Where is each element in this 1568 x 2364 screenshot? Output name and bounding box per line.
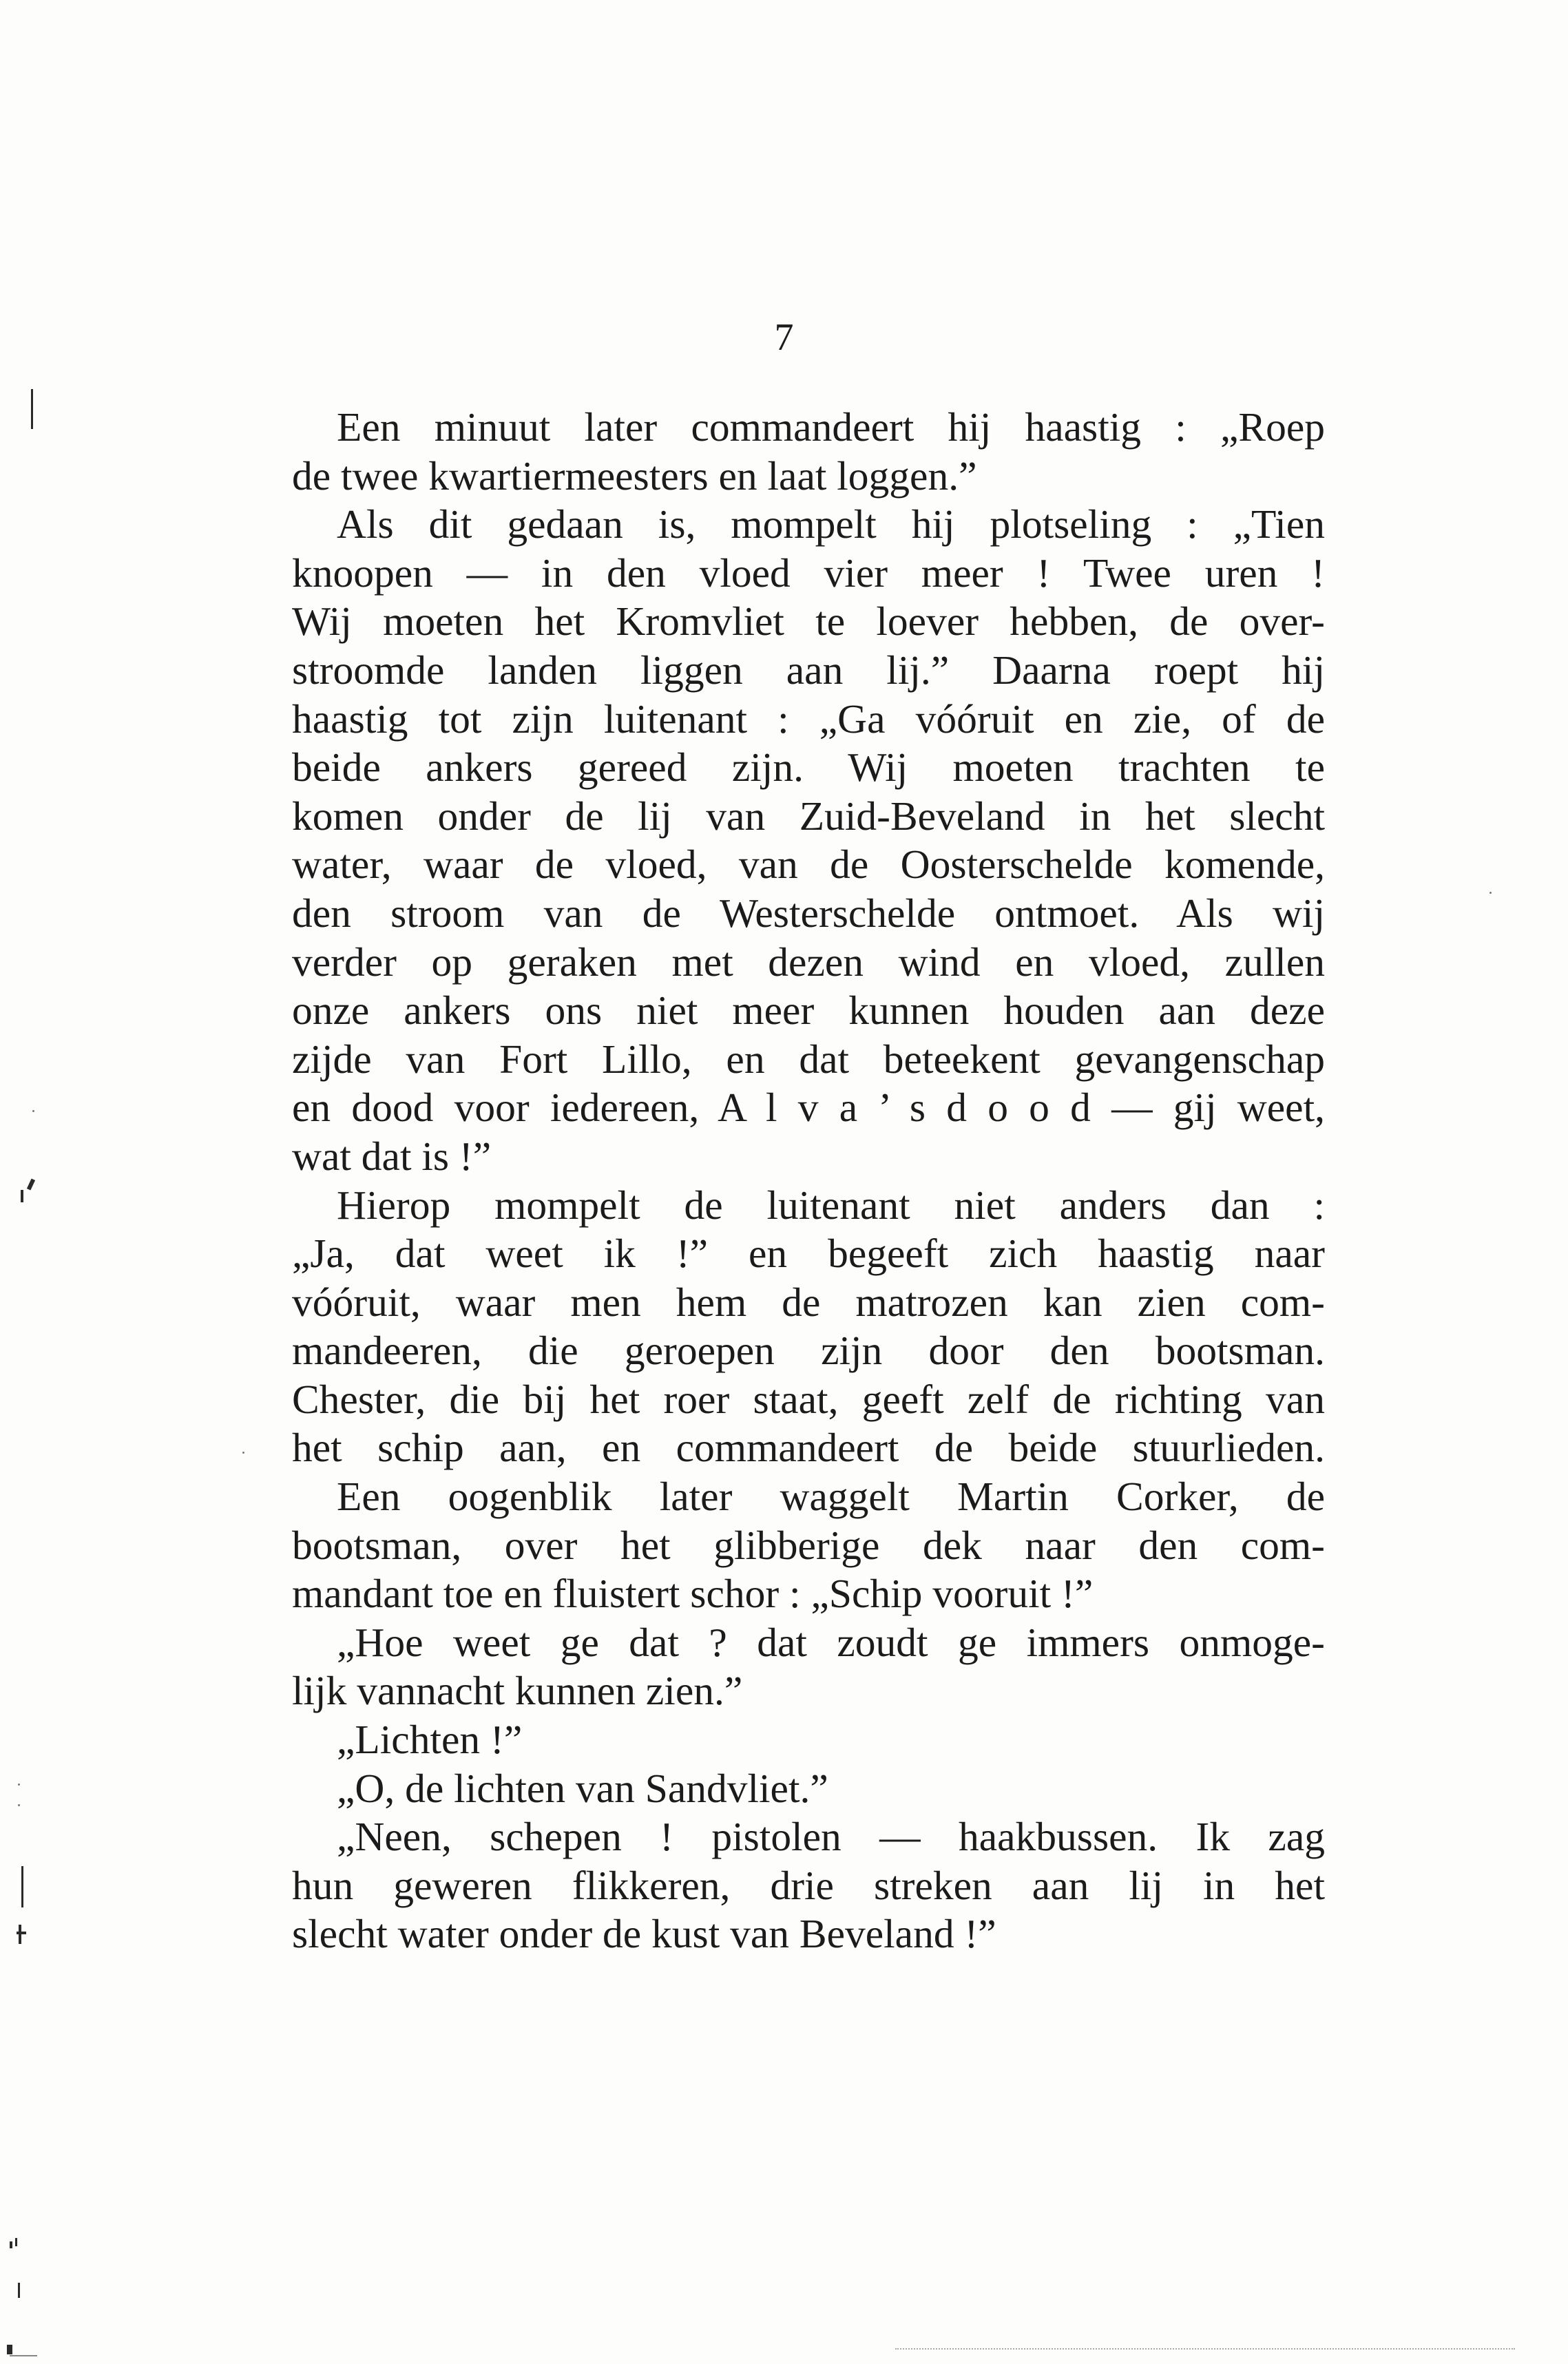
scan-margin-artifacts <box>0 0 55 2364</box>
text-line: beide ankers gereed zijn. Wij moeten trachten te <box>292 744 1325 791</box>
text-line: mandeeren, die geroepen zijn door den bootsman. <box>292 1328 1325 1374</box>
text-line: Een oogenblik later waggelt Martin Corker, de <box>337 1474 1325 1520</box>
text-line: vóóruit, waar men hem de matrozen kan zien com- <box>292 1279 1325 1325</box>
text-line: knoopen — in den vloed vier meer ! Twee uren ! <box>292 550 1325 596</box>
margin-mark <box>19 1925 21 1944</box>
text-line: „Ja, dat weet ik !” en begeeft zich haastig naar <box>292 1231 1325 1277</box>
text-line: Hierop mompelt de luitenant niet anders dan : <box>337 1182 1325 1228</box>
text-line: water, waar de vloed, van de Oosterschelde komende, <box>292 841 1325 888</box>
page-speck <box>242 1452 244 1454</box>
body-text <box>292 403 1325 1958</box>
text-line: Een minuut later commandeert hij haastig : „Roep <box>337 404 1325 450</box>
margin-mark <box>7 2345 12 2354</box>
text-line: slecht water onder de kust van Beveland !” <box>292 1911 996 1957</box>
margin-mark <box>15 2238 17 2246</box>
text-line: den stroom van de Westerschelde ontmoet. Als wij <box>292 890 1325 936</box>
margin-mark <box>18 2283 20 2298</box>
text-line: verder op geraken met dezen wind en vloed, zullen <box>292 939 1325 985</box>
text-line: „Lichten !” <box>337 1717 523 1763</box>
text-line: Als dit gedaan is, mompelt hij plotseling : „Tien <box>337 501 1325 547</box>
page-speck <box>1489 892 1492 894</box>
text-line: wat dat is !” <box>292 1133 492 1179</box>
text-line: bootsman, over het glibberige dek naar den com- <box>292 1522 1325 1568</box>
text-line: Chester, die bij het roer staat, geeft zelf de richting van <box>292 1376 1325 1422</box>
text-line: Wij moeten het Kromvliet te loever hebben, de over- <box>292 598 1325 645</box>
margin-speck <box>32 1110 34 1112</box>
text-line: het schip aan, en commandeert de beide stuurlieden. <box>292 1425 1325 1471</box>
text-line: mandant toe en fluistert schor : „Schip vooruit !” <box>292 1571 1094 1617</box>
margin-mark <box>21 1866 23 1907</box>
margin-mark <box>10 2241 12 2248</box>
page-number: 7 <box>774 316 794 359</box>
text-line: „O, de lichten van Sandvliet.” <box>337 1765 828 1811</box>
text-line: lijk vannacht kunnen zien.” <box>292 1668 743 1714</box>
text-line: „Hoe weet ge dat ? dat zoudt ge immers onmoge- <box>337 1619 1325 1665</box>
text-line: de twee kwartiermeesters en laat loggen.” <box>292 452 977 499</box>
margin-speck <box>18 1784 20 1786</box>
margin-speck <box>18 1804 20 1806</box>
text-line: en dood voor iedereen, A l v a ’ s d o o d — gij weet, <box>292 1085 1325 1131</box>
text-line: onze ankers ons niet meer kunnen houden aan deze <box>292 987 1325 1034</box>
margin-mark <box>27 1178 35 1190</box>
margin-mark <box>10 2355 37 2356</box>
text-line: „Neen, schepen ! pistolen — haakbussen. Ik zag <box>337 1814 1325 1860</box>
text-line: stroomde landen liggen aan lij.” Daarna roept hij <box>292 647 1325 693</box>
text-line: zijde van Fort Lillo, en dat beteekent gevangenschap <box>292 1036 1325 1082</box>
text-line: hun geweren flikkeren, drie streken aan lij in het <box>292 1862 1325 1908</box>
text-line: komen onder de lij van Zuid-Beveland in het slecht <box>292 793 1325 839</box>
text-line: haastig tot zijn luitenant : „Ga vóóruit en zie, of de <box>292 695 1325 742</box>
scan-edge-line <box>895 2348 1515 2350</box>
margin-mark <box>21 1190 23 1202</box>
margin-mark <box>31 389 33 429</box>
